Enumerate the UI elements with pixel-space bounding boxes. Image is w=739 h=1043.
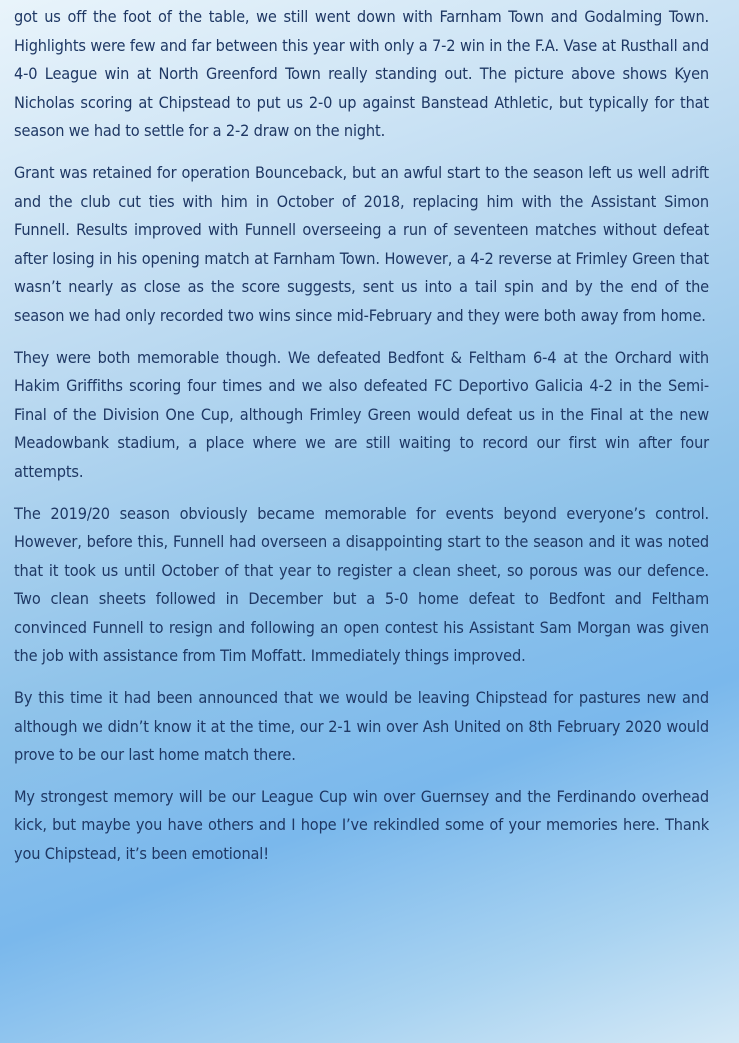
article-paragraph-4: The 2019/20 season obviously became memorable for events beyond everyone’s control. However, before this, Funnell had overseen a disappointing start to the season and it was noted that it took us until October of that year to register a clean sheet, so porous was our defence. Two clean sheets followed in December but a 5-0 home defeat to Bedfont and Feltham convinced Funnell to resign and following an open contest his Assistant Sam Morgan was given the job with assistance from Tim Moffatt. Immediately things improved.: [14, 503, 709, 666]
article-paragraph-1: got us off the foot of the table, we still went down with Farnham Town and Godalming Town. Highlights were few and far between this year with only a 7-2 win in the F.A. Vase at Rusthall and 4-0 League win at North Greenford Town really standing out. The picture above shows Kyen Nicholas scoring at Chipstead to put us 2-0 up against Banstead Athletic, but typically for that season we had to settle for a 2-2 draw on the night.: [14, 7, 709, 141]
article-paragraph-6: My strongest memory will be our League Cup win over Guernsey and the Ferdinando overhead kick, but maybe you have others and I hope I’ve rekindled some of your memories here. Thank you Chipstead, it’s been emotional!: [14, 786, 709, 864]
article-paragraph-5: By this time it had been announced that we would be leaving Chipstead for pastures new and although we didn’t know it at the time, our 2-1 win over Ash United on 8th February 2020 would prove to be our last home match there.: [14, 688, 709, 765]
article-paragraph-2: Grant was retained for operation Bounceback, but an awful start to the season left us well adrift and the club cut ties with him in October of 2018, replacing him with the Assistant Simon Funnell. Results improved with Funnell overseeing a run of seventeen matches without defeat after losing in his opening match at Farnham Town. However, a 4-2 reverse at Frimley Green that wasn’t nearly as close as the score suggests, sent us into a tail spin and by the end of the season we had only recorded two wins since mid-February and they were both away from home.: [14, 162, 709, 325]
article-paragraph-3: They were both memorable though. We defeated Bedfont & Feltham 6-4 at the Orchard with Hakim Griffiths scoring four times and we also defeated FC Deportivo Galicia 4-2 in the Semi-Final of the Division One Cup, although Frimley Green would defeat us in the Final at the new Meadowbank stadium, a place where we are still waiting to record our first win after four attempts.: [14, 347, 709, 481]
